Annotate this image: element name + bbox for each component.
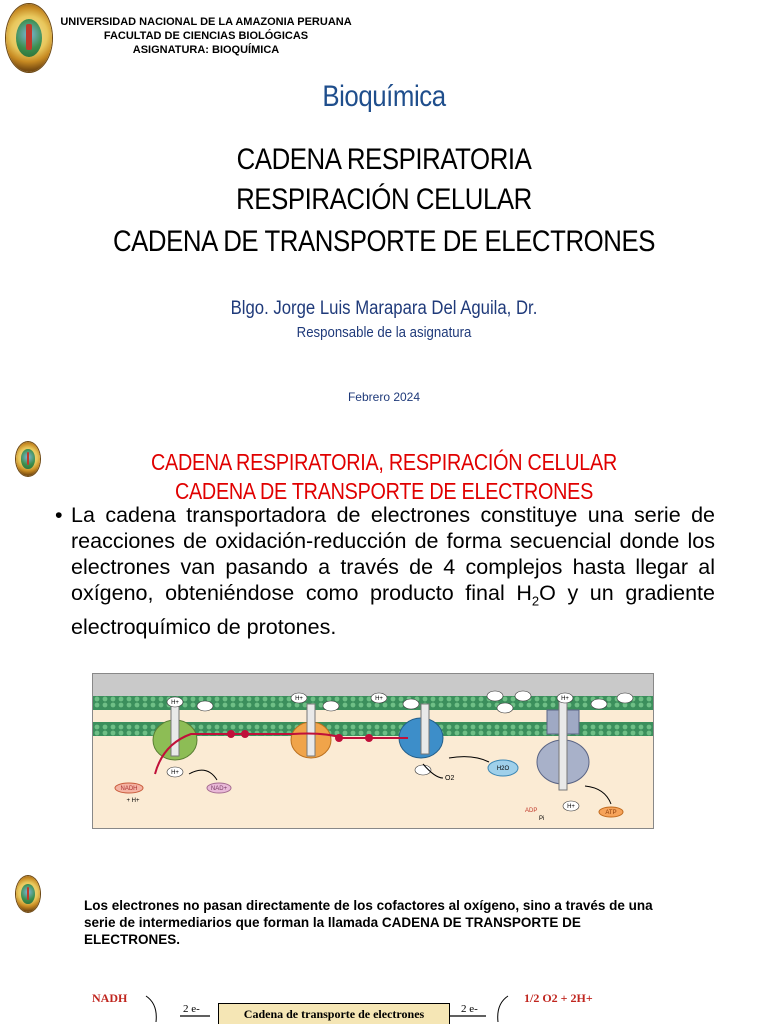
course-name: ASIGNATURA: BIOQUÍMICA xyxy=(132,44,280,56)
atp-arrow xyxy=(585,786,611,804)
nadh-proton-label: + H+ xyxy=(126,798,140,804)
nad-arrow xyxy=(189,770,217,780)
subject-title: Bioquímica xyxy=(322,80,446,113)
water-label: H2O xyxy=(496,766,510,772)
intermediaries-paragraph: Los electrones no pasan directamente de los cofactores al oxígeno, sino a través de una serie de intermediarios que forman la llamada CADENA DE TRANSPORTE DE ELECTRONES. xyxy=(84,898,653,947)
electron-transport-diagram xyxy=(92,673,654,829)
proton-label: H+ xyxy=(295,696,303,702)
main-title-line-3: CADENA DE TRANSPORTE DE ELECTRONES xyxy=(112,225,656,258)
proton-label: H+ xyxy=(171,700,179,706)
electron-carrier xyxy=(365,734,373,742)
proton-label: H+ xyxy=(567,804,575,810)
electron-carrier xyxy=(227,730,235,738)
slide-title-line-2: CADENA DE TRANSPORTE DE ELECTRONES xyxy=(174,478,594,504)
electron-carrier xyxy=(241,730,249,738)
bullet-marker: • xyxy=(55,503,63,527)
presentation-date: Febrero 2024 xyxy=(347,390,421,404)
nadh-label: NADH xyxy=(120,786,138,792)
university-name: UNIVERSIDAD NACIONAL DE LA AMAZONIA PERUANA xyxy=(60,16,352,28)
electron-transport-svg xyxy=(93,674,653,828)
proton-label: H+ xyxy=(375,696,383,702)
faculty-name: FACULTAD DE CIENCIAS BIOLÓGICAS xyxy=(103,30,309,42)
definition-paragraph: • La cadena transportadora de electrones constituye una serie de reacciones de oxidación-reducción de forma secuencial donde los electrones van pasando a través de 4 complejos hasta llegar al oxígeno, obteniéndose como producto final $H_2O$ y un gradiente electroquímico de protones. xyxy=(55,503,715,640)
water-arrow xyxy=(449,757,489,762)
electrons-left-label: 2 e- xyxy=(183,1003,200,1015)
author-name: Blgo. Jorge Luis Marapara Del Aguila, Dr. xyxy=(230,298,538,319)
slide-title-line-1: CADENA RESPIRATORIA, RESPIRACIÓN CELULAR xyxy=(151,449,617,475)
university-seal-logo xyxy=(16,876,40,912)
main-title-line-1: CADENA RESPIRATORIA xyxy=(236,143,532,176)
electron-chain-box: Cadena de transporte de electrones xyxy=(218,1003,450,1024)
nad-label: NAD+ xyxy=(210,786,228,792)
university-seal-logo xyxy=(16,442,40,476)
electron-flow-right-arrow xyxy=(450,992,510,1024)
adp-label: ADP xyxy=(525,808,538,814)
atp-label: ATP xyxy=(605,810,617,816)
main-title-line-2: RESPIRACIÓN CELULAR xyxy=(236,183,532,216)
university-seal-logo xyxy=(6,4,52,72)
oxygen-label: O2 xyxy=(445,775,455,782)
proton-label: H+ xyxy=(561,696,569,702)
author-role: Responsable de la asignatura xyxy=(296,324,472,341)
electrons-right-label: 2 e- xyxy=(461,1003,478,1015)
electron-intermediaries-slide xyxy=(0,860,768,1024)
pi-label: Pi xyxy=(539,816,545,822)
oxygen-reaction-label: 1/2 O2 + 2H+ xyxy=(524,991,593,1005)
title-slide xyxy=(0,0,768,420)
electron-chain-slide xyxy=(0,420,768,860)
nadh-label: NADH xyxy=(92,991,128,1005)
electron-carrier xyxy=(335,734,343,742)
proton-label: H+ xyxy=(171,770,179,776)
